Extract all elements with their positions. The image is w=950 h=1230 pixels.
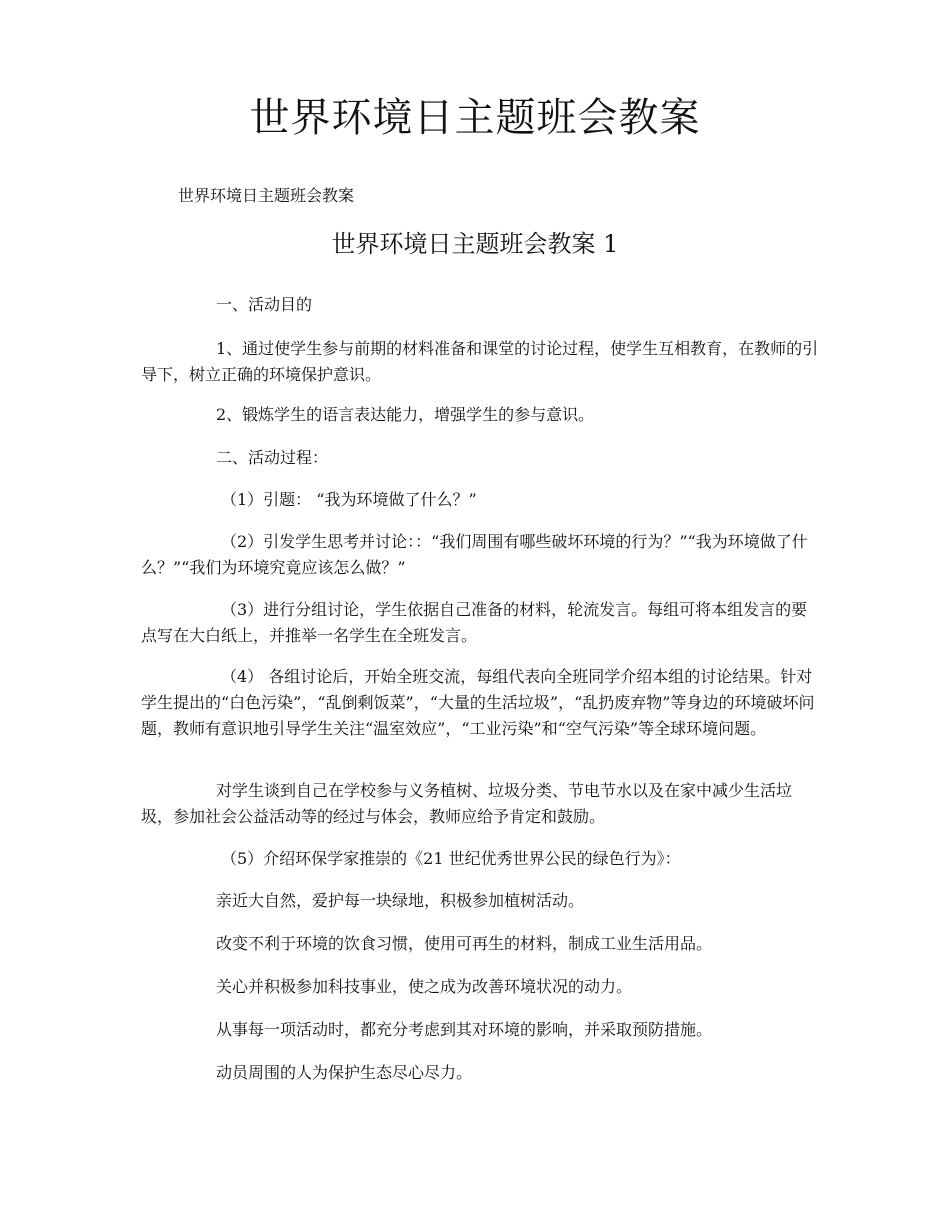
section-title: 世界环境日主题班会教案 1 [331, 230, 619, 258]
paragraph-green-2: 改变不利于环境的饮食习惯，使用可再生的材料，制成工业生活用品。 [216, 934, 713, 953]
paragraph-step-5: （5）介绍环保学家推崇的《21 世纪优秀世界公民的绿色行为》： [221, 849, 681, 868]
paragraph-green-5: 动员周围的人为保护生态尽心尽力。 [216, 1063, 473, 1082]
paragraph-step-1: （1）引题： “我为环境做了什么？” [221, 490, 477, 509]
paragraph-goal-1: 1、通过使学生参与前期的材料准备和课堂的讨论过程，使学生互相教育，在教师的引导下，树立正确的环境保护意识。 [141, 339, 819, 384]
document-title: 世界环境日主题班会教案 [249, 95, 701, 141]
paragraph-green-1: 亲近大自然，爱护每一块绿地，积极参加植树活动。 [216, 891, 585, 910]
paragraph-green-4: 从事每一项活动时，都充分考虑到其对环境的影响，并采取预防措施。 [216, 1020, 713, 1039]
paragraph-process-heading: 二、活动过程： [216, 448, 329, 467]
paragraph-goal-heading: 一、活动目的 [216, 295, 313, 314]
paragraph-praise: 对学生谈到自己在学校参与义务植树、垃圾分类、节电节水以及在家中减少生活垃圾，参加社会公益活动等的经过与体会，教师应给予肯定和鼓励。 [141, 781, 793, 826]
document-subtitle: 世界环境日主题班会教案 [178, 186, 355, 205]
paragraph-step-2: （2）引发学生思考并讨论：：“我们周围有哪些破坏环境的行为？”“我为环境做了什么？”“我们为环境究竟应该怎么做？” [141, 532, 808, 577]
paragraph-goal-2: 2、锻炼学生的语言表达能力，增强学生的参与意识。 [216, 405, 595, 424]
paragraph-green-3: 关心并积极参加科技事业，使之成为改善环境状况的动力。 [216, 977, 633, 996]
paragraph-step-3: （3）进行分组讨论，学生依据自己准备的材料，轮流发言。每组可将本组发言的要点写在大白纸上，并推举一名学生在全班发言。 [141, 600, 808, 645]
paragraph-step-4: （4） 各组讨论后，开始全班交流，每组代表向全班同学介绍本组的讨论结果。针对学生提出的“白色污染”，“乱倒剩饭菜”，“大量的生活垃圾”，“乱扔废弃物”等身边的环境破坏问题，教师有意识地引导学生关注“温室效应”，“工业污染”和“空气污染”等全球环境问题。 [141, 667, 815, 738]
